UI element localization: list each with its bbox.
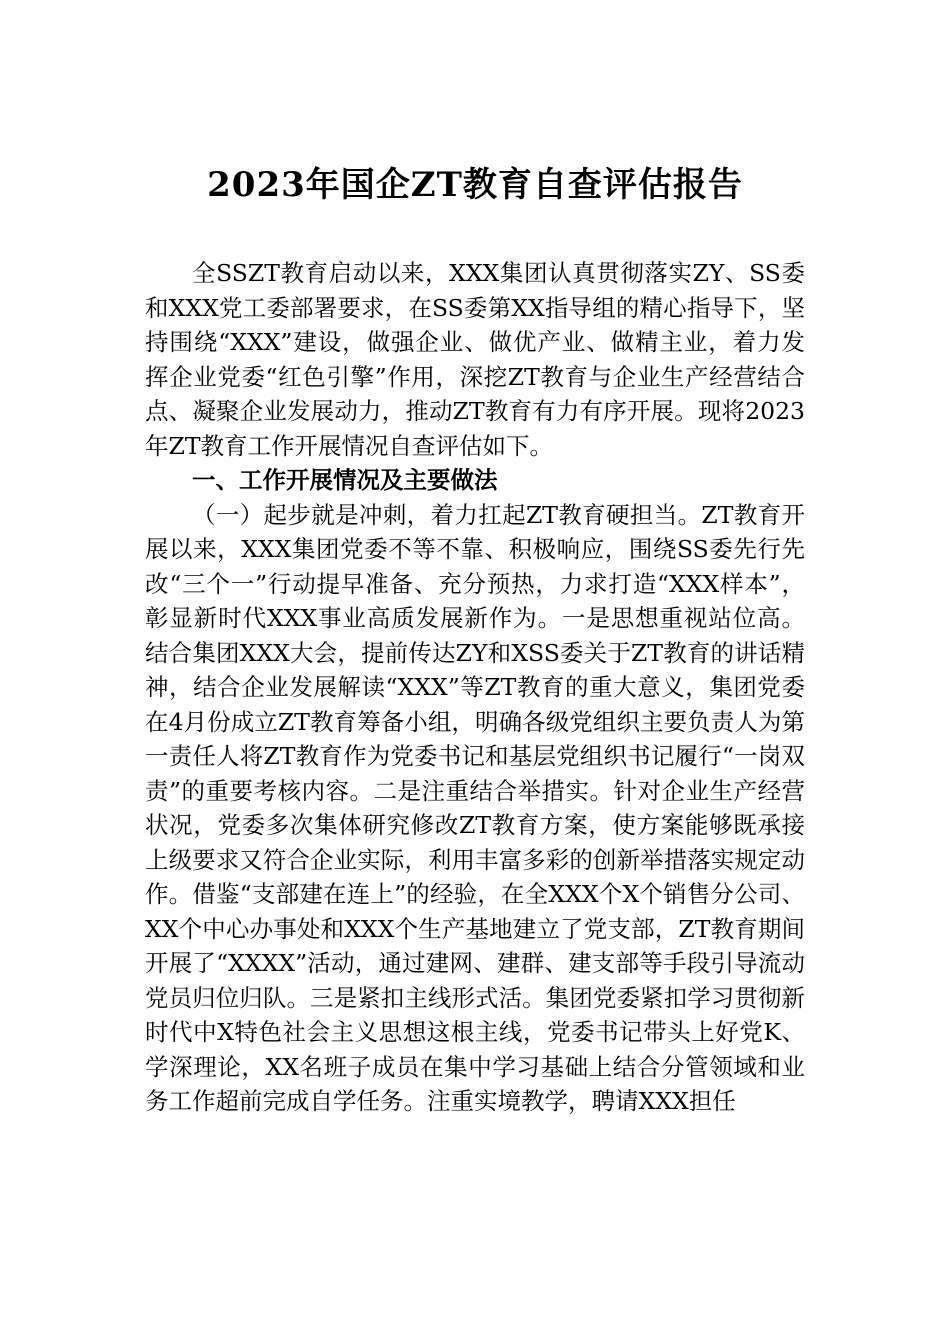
intro-paragraph: 全SSZT教育启动以来，XXX集团认真贯彻落实ZY、SS委和XXX党工委部署要求，在SS委第XX指导组的精心指导下，坚持围绕“XXX”建设，做强企业、做优产业、做精主业，着力发挥企业党委“红色引擎”作用，深挖ZT教育与企业生产经营结合点、凝聚企业发展动力，推动ZT教育有力有序开展。现将2023年ZT教育工作开展情况自查评估如下。	[145, 259, 805, 460]
document-body	[145, 256, 805, 1119]
body-paragraph: （一）起步就是冲刺，着力扛起ZT教育硬担当。ZT教育开展以来，XXX集团党委不等不靠、积极响应，围绕SS委先行先改“三个一”行动提早准备、充分预热，力求打造“XXX样本”，彰显新时代XXX事业高质发展新作为。一是思想重视站位高。结合集团XXX大会，提前传达ZY和XSS委关于ZT教育的讲话精神，结合企业发展解读“XXX”等ZT教育的重大意义，集团党委在4月份成立ZT教育筹备小组，明确各级党组织主要负责人为第一责任人将ZT教育作为党委书记和基层党组织书记履行“一岗双责”的重要考核内容。二是注重结合举措实。针对企业生产经营状况，党委多次集体研究修改ZT教育方案，使方案能够既承接上级要求又符合企业实际，利用丰富多彩的创新举措落实规定动作。借鉴“支部建在连上”的经验，在全XXX个X个销售分公司、XX个中心办事处和XXX个生产基地建立了党支部，ZT教育期间开展了“XXXX”活动，通过建网、建群、建支部等手段引导流动党员归位归队。三是紧扣主线形式活。集团党委紧扣学习贯彻新时代中X特色社会主义思想这根主线，党委书记带头上好党K、学深理论，XX名班子成员在集中学习基础上结合分管领域和业务工作超前完成自学任务。注重实境教学，聘请XXX担任	[145, 500, 805, 1115]
document-title: 2023年国企ZT教育自查评估报告	[207, 165, 743, 205]
section-heading: 一、工作开展情况及主要做法	[192, 466, 498, 494]
